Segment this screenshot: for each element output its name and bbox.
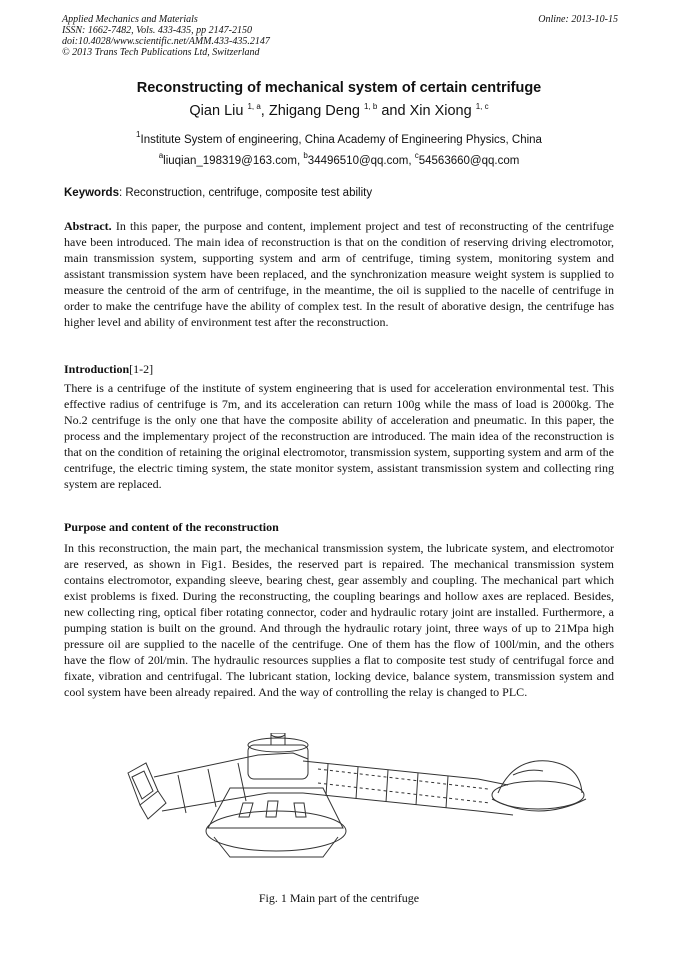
author-name: , Zhigang Deng bbox=[260, 103, 360, 119]
figure-caption: Fig. 1 Main part of the centrifuge bbox=[258, 891, 420, 905]
abstract bbox=[64, 218, 614, 330]
author-sup: 1, b bbox=[363, 102, 378, 111]
doi-line: doi:10.4028/www.scientific.net/AMM.433-435.2147 bbox=[62, 36, 270, 47]
introduction-text: There is a centrifuge of the institute of system engineering that is used for acceleration environmental test. This effective radius of centrifuge is 7m, and its acceleration can return 100g while the mass of load is 2000kg. The No.2 centrifuge is the only one that have the composite ability of acceleration and pneumatic. In this paper, the process and the implementary project of the reconstruction are introduced. The main idea of the reconstruction is that on the condition of retaining the original electromotor, transmission system, supporting system and arm of the centrifuge, the electric timing system, the state monitor system, assistant transmission system and collecting ring system are replaced. bbox=[64, 381, 614, 491]
copyright-line: © 2013 Trans Tech Publications Ltd, Switzerland bbox=[62, 47, 260, 58]
email-list bbox=[0, 151, 678, 167]
keywords bbox=[64, 187, 616, 199]
purpose-text: In this reconstruction, the main part, the mechanical transmission system, the lubricate system, and electromotor are reserved, as shown in Fig1. Besides, the reserved part is repaired. The mechanical transmission system contains electromotor, expanding sleeve, bearing chest, gear assembly and coupling. The mechanical part which exist problems is fixed. During the reconstructing, the coupling bearings and hollow axes are replaced. Besides, new collecting ring, optical fiber rotating connector, coder and hydraulic rotary joint are installed. Furthermore, a pumping station is built on the ground. And through the hydraulic rotary joint, three ways of up to 21Mpa high pressure oil are supplied to the nacelle of the centrifuge. One of them has the flow of 100l/min, and the others have the flow of 20l/min. The hydraulic resources supplies a flat to composite test study of centrifugal force and fixate, vibration and centrifugal. The lubricant station, locking device, balance system, transmission system and cool system have been already repaired. And the way of controlling the relay is changed to PLC. bbox=[64, 541, 614, 699]
email-sup: b bbox=[303, 151, 308, 160]
introduction-heading: Introduction bbox=[64, 362, 130, 376]
email-sup: a bbox=[158, 151, 164, 160]
section-heading-purpose: Purpose and content of the reconstruction bbox=[64, 520, 279, 534]
keywords-text: : Reconstruction, centrifuge, composite test ability bbox=[118, 187, 373, 199]
affiliation-text: Institute System of engineering, China Academy of Engineering Physics, China bbox=[140, 134, 542, 146]
abstract-text: In this paper, the purpose and content, implement project and test of reconstructing of the centrifuge have been introduced. The main idea of reconstruction is that on the condition of reserving driving electromotor, main transmission system, supporting system and arm of centrifuge, timing system, monitoring system and assistant transmission system have been replaced, and the synchronization measure weight system is supplied to measure the centroid of the arm of centrifuge, in the meantime, the oil is supplied to the nacelle of centrifuge in order to make the centrifuge have the ability of complex test. In the result of aborative design, the centrifuge has higher level and ability of environment test after the reconstruction. bbox=[64, 219, 614, 329]
author-sup: 1, c bbox=[475, 102, 489, 111]
journal-header bbox=[62, 14, 618, 58]
email-sup: c bbox=[414, 151, 419, 160]
keywords-label: Keywords bbox=[64, 187, 119, 199]
journal-name: Applied Mechanics and Materials bbox=[62, 14, 198, 25]
email-link: 34496510@qq.com, bbox=[307, 155, 415, 167]
affiliation bbox=[0, 130, 678, 146]
author-name: Qian Liu bbox=[189, 103, 244, 119]
author-sup: 1, a bbox=[247, 102, 261, 111]
author-list bbox=[0, 102, 678, 119]
author-name: and Xin Xiong bbox=[377, 103, 472, 119]
email-link: 54563660@qq.com bbox=[418, 155, 520, 167]
abstract-label: Abstract. bbox=[64, 219, 112, 233]
section-heading-introduction bbox=[64, 362, 153, 377]
introduction-ref: [1-2] bbox=[129, 362, 154, 376]
email-link: liuqian_198319@163.com, bbox=[163, 155, 304, 167]
online-date: Online: 2013-10-15 bbox=[538, 14, 618, 25]
issn-line: ISSN: 1662-7482, Vols. 433-435, pp 2147-2150 bbox=[62, 25, 252, 36]
paper-title: Reconstructing of mechanical system of certain centrifuge bbox=[136, 80, 542, 96]
centrifuge-figure bbox=[118, 733, 588, 883]
affiliation-sup: 1 bbox=[136, 130, 141, 139]
